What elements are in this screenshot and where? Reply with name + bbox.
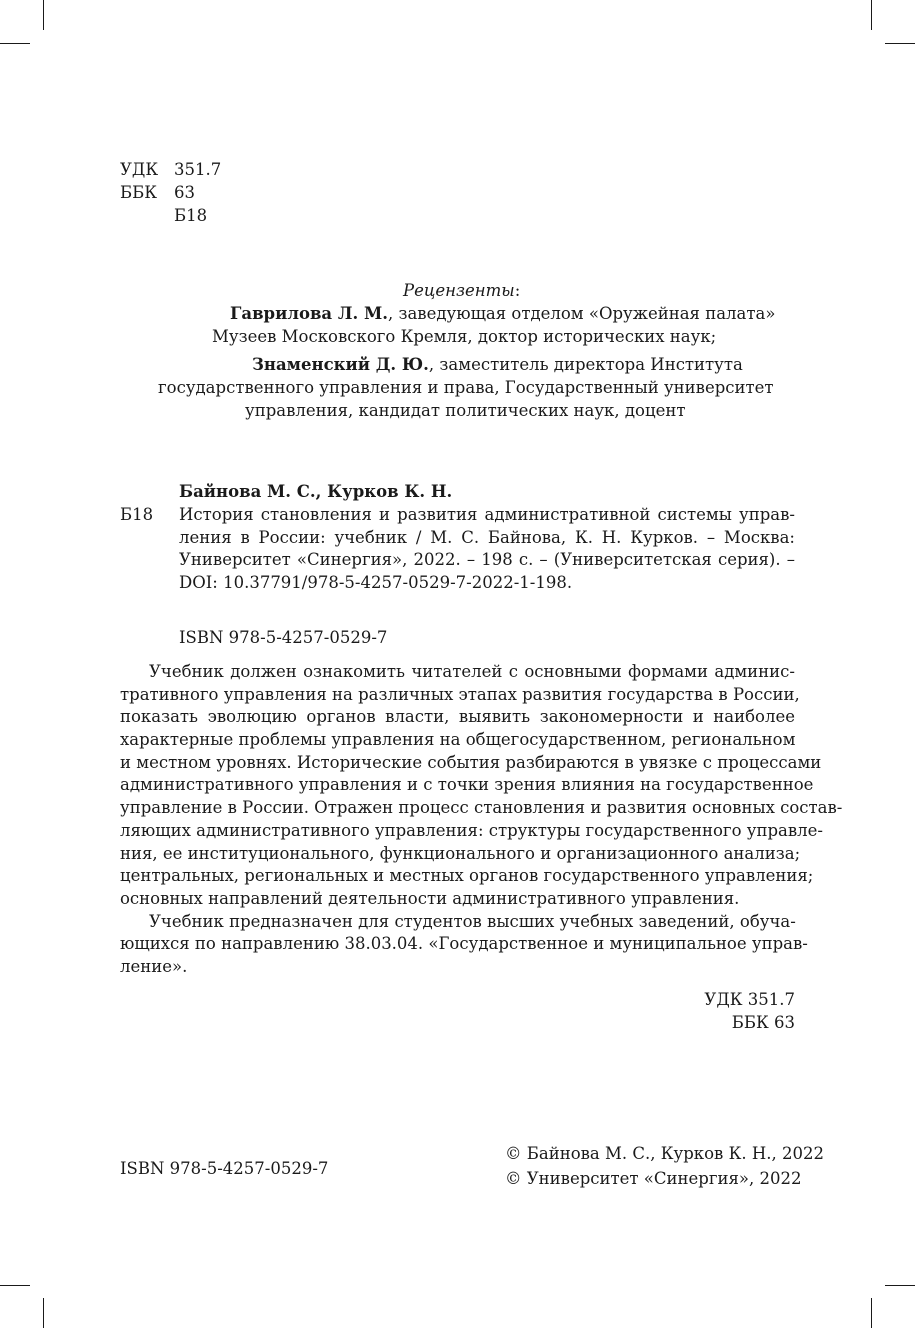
author-mark: Б18 [174,206,208,225]
annotation-p1-line-1: Учебник должен ознакомить читателей с основными формами админис- [149,662,795,681]
annotation-p1-line-4: характерные проблемы управления на общегосударственном, региональном [120,730,796,750]
annotation-p1-line-11: основных направлений деятельности административного управления. [120,888,740,908]
reviewer1-line2: Музеев Московского Кремля, доктор исторических наук; [212,327,717,346]
reviewers-heading-colon: : [514,281,521,300]
annotation-p1-line-3: показать эволюцию органов власти, выявить закономерности и наиболее [120,707,795,727]
crop-mark-bottom-right-horizontal [885,1285,915,1286]
bibliography-authors: Байнова М. С., Курков К. Н. [179,482,453,501]
reviewer2-line1 [252,353,743,376]
reviewer1-line1-rest: , заведующая отделом «Оружейная палата» [387,304,776,323]
footer-copyrights [505,1141,824,1191]
annotation [120,660,843,978]
bbk-label: ББК [120,183,158,202]
bibliography-line-1: История становления и развития административной системы управ- [179,505,795,524]
annotation-p1-line-7: управление в России. Отражен процесс становления и развития основных состав- [120,798,843,818]
bibliography-line-4: DOI: 10.37791/978-5-4257-0529-7-2022-1-198. [179,573,573,593]
udk-label: УДК [120,160,159,179]
annotation-p1-line-6: административного управления и с точки зрения влияния на государственное [120,775,814,795]
bibliography-isbn: ISBN 978-5-4257-0529-7 [179,628,388,647]
copyright-authors: © Байнова М. С., Курков К. Н., 2022 [505,1144,824,1163]
annotation-p2-line-3: ление». [120,956,188,976]
reviewers-heading-text: Рецензенты [403,281,515,300]
annotation-p1-line-9: ния, ее институционального, функционального и организационного анализа; [120,843,801,863]
crop-mark-bottom-left-horizontal [0,1285,30,1286]
reviewer2-line3: управления, кандидат политических наук, доцент [245,401,686,420]
reviewer1-name: Гаврилова Л. М. [230,304,388,323]
bbk-value: 63 [174,183,195,202]
bibliography-mark: Б18 [120,505,154,524]
bbk-row [120,181,221,204]
crop-mark-top-left-vertical [43,0,44,30]
annotation-p1-line-8: ляющих административного управления: структуры государственного управле- [120,820,823,840]
bibliography-line-2: ления в России: учебник / М. С. Байнова, К. Н. Курков. – Москва: [179,527,795,547]
crop-mark-bottom-right-vertical [871,1298,872,1328]
author-mark-row [120,204,221,227]
annotation-p2-line-2: ющихся по направлению 38.03.04. «Государственное и муниципальное управ- [120,934,808,954]
copyright-university: © Университет «Синергия», 2022 [505,1169,802,1188]
bottom-udk: УДК 351.7 [704,990,795,1009]
annotation-p2-line-1: Учебник предназначен для студентов высших учебных заведений, обуча- [149,911,796,931]
udk-row [120,158,221,181]
crop-mark-top-left-horizontal [0,43,30,44]
annotation-p1-line-10: центральных, региональных и местных органов государственного управления; [120,866,814,886]
bottom-bbk: ББК 63 [731,1013,795,1032]
bottom-codes [595,988,795,1034]
classification-codes [120,158,221,227]
reviewer2-line2: государственного управления и права, Государственный университет [158,378,774,397]
bibliography-line-3: Университет «Синергия», 2022. – 198 с. – (Университетская серия). – [179,550,795,570]
crop-mark-top-right-vertical [871,0,872,30]
reviewer1-line1 [230,302,775,325]
crop-mark-top-right-horizontal [885,43,915,44]
footer-isbn: ISBN 978-5-4257-0529-7 [120,1159,329,1178]
reviewer2-name: Знаменский Д. Ю. [252,355,429,374]
udk-value: 351.7 [174,160,222,179]
reviewers-heading [403,279,520,302]
annotation-p1-line-5: и местном уровнях. Исторические события разбираются в увязке с процессами [120,752,822,772]
reviewer2-line1-rest: , заместитель директора Института [428,355,743,374]
bibliography-description [179,503,795,594]
crop-mark-bottom-left-vertical [43,1298,44,1328]
annotation-p1-line-2: тративного управления на различных этапах развития государства в России, [120,684,800,704]
